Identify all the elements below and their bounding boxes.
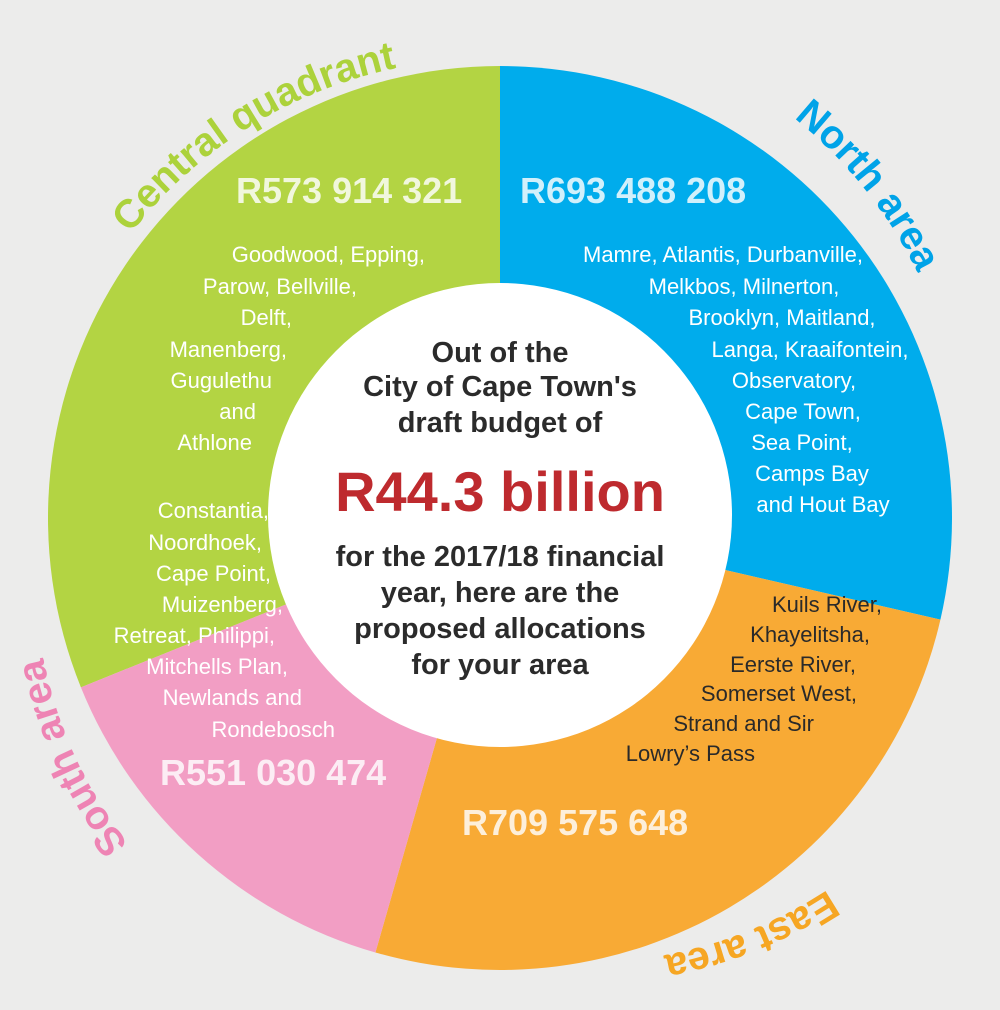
central-place: Delft, — [240, 305, 292, 330]
north-place: and Hout Bay — [756, 492, 890, 517]
center-line-3: draft budget of — [397, 407, 603, 439]
north-place: Cape Town, — [745, 399, 861, 424]
south-place: Newlands and — [162, 685, 302, 710]
south-amount: R551 030 474 — [160, 752, 387, 793]
east-amount: R709 575 648 — [462, 802, 689, 843]
center-line-4: for the 2017/18 financial — [335, 541, 665, 573]
east-place: Lowry’s Pass — [625, 741, 755, 766]
north-place: Sea Point, — [751, 430, 853, 455]
north-place: Camps Bay — [755, 461, 869, 486]
south-place: Retreat, Philippi, — [113, 623, 275, 648]
center-line-1: Out of the — [431, 337, 569, 369]
east-place: Strand and Sir — [673, 711, 814, 736]
east-place: Somerset West, — [700, 681, 857, 706]
central-place: Parow, Bellville, — [202, 274, 357, 299]
east-place: Kuils River, — [771, 592, 882, 617]
south-area-label: South area — [8, 655, 136, 865]
central-place: Goodwood, Epping, — [231, 242, 425, 267]
central-place: Athlone — [177, 430, 252, 455]
central-place: and — [219, 399, 256, 424]
north-place: Observatory, — [731, 368, 857, 393]
south-place: Mitchells Plan, — [146, 654, 288, 679]
budget-total: R44.3 billion — [335, 460, 665, 523]
center-line-6: proposed allocations — [354, 613, 646, 645]
central-place: Gugulethu — [170, 368, 272, 393]
south-place: Constantia, — [157, 498, 269, 523]
north-place: Brooklyn, Maitland, — [688, 305, 876, 330]
south-place: Rondebosch — [211, 717, 335, 742]
east-area-label: East area — [661, 882, 847, 990]
center-line-2: City of Cape Town's — [363, 371, 637, 403]
east-place: Khayelitsha, — [750, 622, 870, 647]
north-place: Melkbos, Milnerton, — [648, 274, 840, 299]
south-place: Cape Point, — [156, 561, 271, 586]
center-text — [335, 337, 665, 681]
north-place: Mamre, Atlantis, Durbanville, — [583, 242, 863, 267]
south-place: Noordhoek, — [148, 530, 262, 555]
center-line-7: for your area — [411, 649, 589, 681]
central-amount: R573 914 321 — [236, 170, 463, 211]
north-area-label: North area — [788, 91, 949, 278]
central-place: Manenberg, — [169, 337, 287, 362]
north-place: Langa, Kraaifontein, — [711, 337, 909, 362]
central-area-label: Central quadrant — [103, 33, 399, 240]
east-place: Eerste River, — [730, 652, 856, 677]
north-amount: R693 488 208 — [520, 170, 747, 211]
center-line-5: year, here are the — [380, 577, 620, 609]
south-place: Muizenberg, — [161, 592, 283, 617]
